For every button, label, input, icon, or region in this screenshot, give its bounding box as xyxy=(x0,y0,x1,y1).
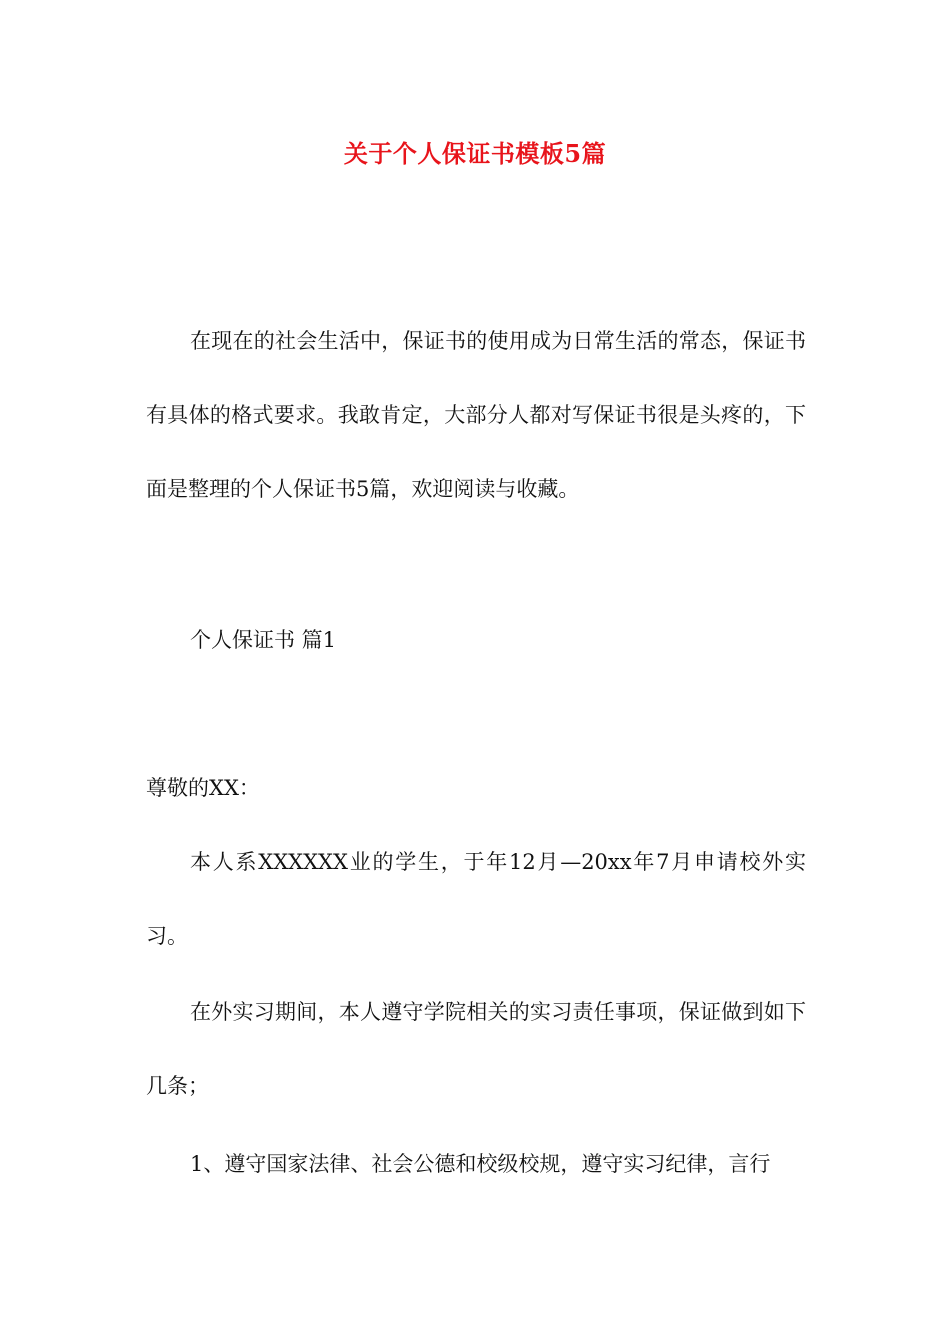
intro-paragraph: 在现在的社会生活中，保证书的使用成为日常生活的常态，保证书有具体的格式要求。我敢肯定，大部分人都对写保证书很是头疼的，下面是整理的个人保证书5篇，欢迎阅读与收藏。 xyxy=(146,329,806,501)
list-item-1: 1、遵守国家法律、社会公德和校级校规，遵守实习纪律，言行 xyxy=(190,1152,771,1176)
paragraph-commitments: 在外实习期间，本人遵守学院相关的实习责任事项，保证做到如下几条； xyxy=(146,1000,806,1098)
paragraph-intro-student: 本人系XXXXXX业的学生，于年12月—20xx年7月申请校外实习。 xyxy=(146,850,806,948)
document-title: 关于个人保证书模板5篇 xyxy=(343,139,607,168)
section-heading: 个人保证书 篇1 xyxy=(190,628,337,652)
salutation: 尊敬的XX： xyxy=(146,776,260,800)
